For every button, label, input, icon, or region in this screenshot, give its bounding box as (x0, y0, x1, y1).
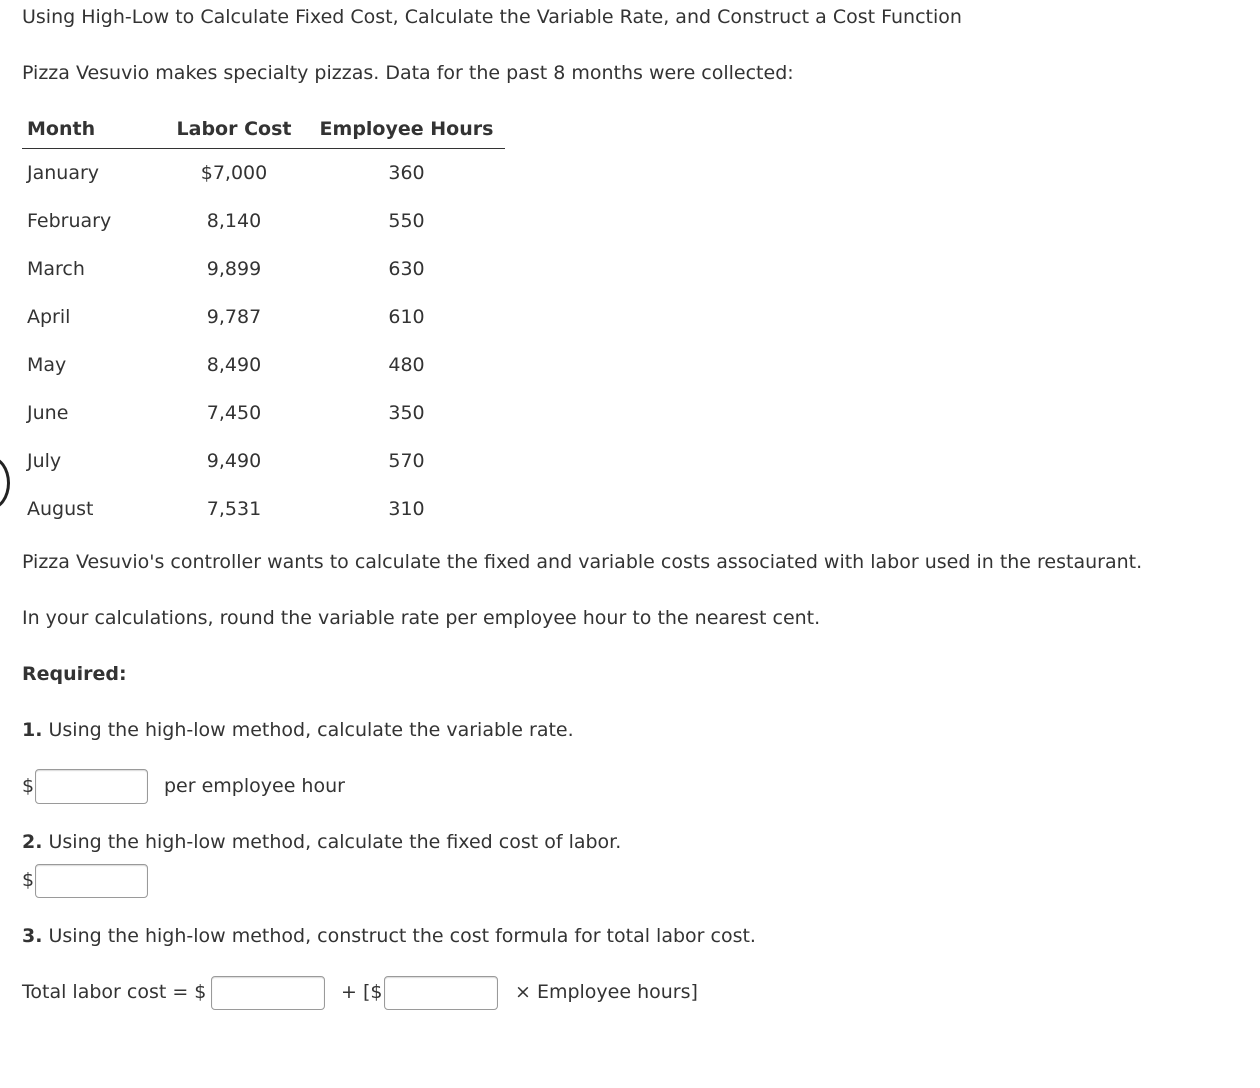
labor-cost-cell: 9,787 (206, 306, 262, 328)
page-title: Using High-Low to Calculate Fixed Cost, Calculate the Variable Rate, and Construct a Cost Function (22, 6, 962, 28)
employee-hours-cell: 550 (388, 210, 425, 232)
data-table (22, 110, 505, 533)
labor-cost-cell: 8,490 (206, 354, 262, 376)
labor-cost-cell: 9,490 (206, 450, 262, 472)
table-row (22, 341, 505, 389)
question-1-number: 1. (22, 719, 43, 741)
question-1 (22, 719, 574, 741)
table-row (22, 485, 505, 533)
header-employee-hours: Employee Hours (308, 110, 505, 149)
table-row (22, 389, 505, 437)
question-3-text: Using the high-low method, construct the cost formula for total labor cost. (48, 925, 756, 947)
plus-bracket-label: + [$ (341, 981, 383, 1003)
controller-text: Pizza Vesuvio's controller wants to calculate the fixed and variable costs associated with labor used in the restaurant. (22, 551, 1143, 573)
labor-cost-cell: 9,899 (206, 258, 262, 280)
table-row (22, 293, 505, 341)
required-label: Required: (22, 663, 127, 685)
question-1-text: Using the high-low method, calculate the variable rate. (48, 719, 574, 741)
variable-rate-input[interactable] (35, 769, 148, 804)
formula-variable-rate-input[interactable] (384, 976, 498, 1010)
question-3 (22, 925, 756, 947)
month-cell: January (27, 162, 100, 184)
rounding-instruction: In your calculations, round the variable rate per employee hour to the nearest cent. (22, 607, 821, 629)
question-2-number: 2. (22, 831, 43, 853)
month-cell: July (27, 450, 62, 472)
month-cell: June (27, 402, 69, 424)
question-2 (22, 831, 621, 853)
month-cell: May (27, 354, 67, 376)
employee-hours-cell: 350 (388, 402, 425, 424)
employee-hours-cell: 610 (388, 306, 425, 328)
month-cell: August (27, 498, 94, 520)
formula-fixed-cost-input[interactable] (211, 976, 325, 1010)
total-labor-cost-label: Total labor cost = $ (22, 981, 207, 1003)
employee-hours-cell: 360 (388, 162, 425, 184)
month-cell: February (27, 210, 112, 232)
question-2-text: Using the high-low method, calculate the fixed cost of labor. (48, 831, 622, 853)
fixed-cost-input[interactable] (35, 864, 148, 898)
labor-cost-cell: 7,531 (206, 498, 262, 520)
table-row (22, 197, 505, 245)
times-employee-hours-label: × Employee hours] (515, 981, 698, 1003)
employee-hours-cell: 630 (388, 258, 425, 280)
month-cell: March (27, 258, 85, 280)
q1-dollar-sign: $ (22, 775, 35, 797)
header-labor-cost: Labor Cost (160, 110, 308, 149)
labor-cost-cell: 8,140 (206, 210, 262, 232)
table-row (22, 245, 505, 293)
table-row (22, 437, 505, 485)
employee-hours-cell: 310 (388, 498, 425, 520)
q2-dollar-sign: $ (22, 869, 35, 891)
per-employee-hour-label: per employee hour (164, 775, 345, 797)
labor-cost-cell: $7,000 (200, 162, 268, 184)
labor-cost-cell: 7,450 (206, 402, 262, 424)
employee-hours-cell: 480 (388, 354, 425, 376)
question-3-number: 3. (22, 925, 43, 947)
partial-circle-decoration (0, 456, 10, 510)
table-header-row (22, 110, 505, 149)
month-cell: April (27, 306, 71, 328)
intro-text: Pizza Vesuvio makes specialty pizzas. Data for the past 8 months were collected: (22, 62, 794, 84)
table-row (22, 149, 505, 198)
header-month: Month (22, 110, 160, 149)
employee-hours-cell: 570 (388, 450, 425, 472)
